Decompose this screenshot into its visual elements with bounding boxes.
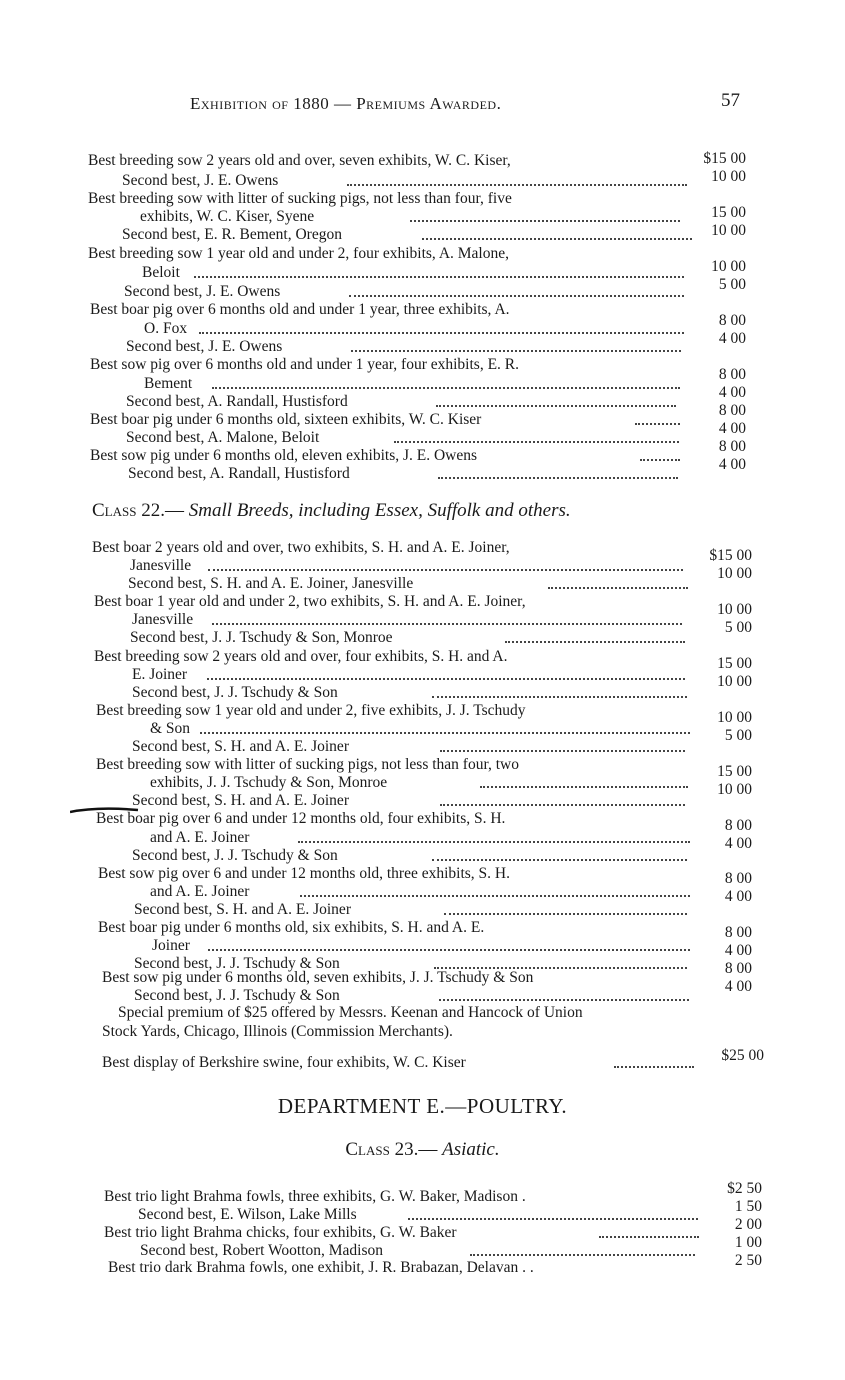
running-head bbox=[90, 90, 750, 122]
premium-amount: 4 00 bbox=[724, 835, 752, 852]
premium-entry: Best trio light Brahma fowls, three exhibits, G. W. Baker, Madison . bbox=[104, 1188, 526, 1205]
premium-amount: 4 00 bbox=[724, 942, 752, 959]
special-premium-note: Special premium of $25 offered by Messrs. Keenan and Hancock of Union Stock Yards, Chicago, Illinois (Commission Merchants). bbox=[102, 1004, 583, 1040]
premium-amount: 4 00 bbox=[718, 420, 746, 437]
premium-amount: 5 00 bbox=[724, 619, 752, 636]
premium-entry: Joiner bbox=[152, 937, 190, 955]
premium-entry: Best boar pig under 6 months old, sixteen exhibits, W. C. Kiser bbox=[90, 411, 481, 429]
premium-amount: 4 00 bbox=[718, 456, 746, 473]
premium-amount: 10 00 bbox=[711, 222, 746, 239]
premium-entry: Best breeding sow with litter of sucking pigs, not less than four, two bbox=[96, 756, 519, 773]
premium-entry: Janesville bbox=[132, 611, 193, 629]
premium-entry: Second best, J. E. Owens bbox=[122, 172, 278, 190]
premium-amount: 8 00 bbox=[718, 402, 746, 419]
premium-entry: Second best, J. J. Tschudy & Son bbox=[132, 847, 338, 865]
premium-amount: 5 00 bbox=[718, 276, 746, 293]
premium-amount: 10 00 bbox=[717, 565, 752, 582]
premium-entry: Second best, S. H. and A. E. Joiner, Janesville bbox=[128, 575, 413, 593]
premium-entry: Second best, J. E. Owens bbox=[124, 283, 280, 301]
premium-entry: Beloit bbox=[142, 264, 180, 282]
premium-amount: 8 00 bbox=[724, 924, 752, 941]
berkshire-amount: $25 00 bbox=[721, 1047, 764, 1064]
running-title: Exhibition of 1880 — Premiums Awarded. bbox=[190, 94, 502, 113]
premium-entry: Second best, J. J. Tschudy & Son, Monroe bbox=[130, 629, 393, 647]
premium-entry: Second best, A. Randall, Hustisford bbox=[126, 393, 348, 411]
premium-entry: Best sow pig over 6 and under 12 months old, three exhibits, S. H. bbox=[98, 865, 510, 882]
premium-amount: 15 00 bbox=[717, 655, 752, 672]
premium-entry: Best boar 2 years old and over, two exhibits, S. H. and A. E. Joiner, bbox=[92, 539, 510, 556]
premium-amount: 8 00 bbox=[724, 960, 752, 977]
class-22-title: Small Breeds, including Essex, Suffolk and others. bbox=[188, 500, 571, 521]
premium-entry: E. Joiner bbox=[132, 666, 187, 684]
premium-entry: Second best, Robert Wootton, Madison bbox=[140, 1242, 383, 1260]
premium-entry: Second best, A. Malone, Beloit bbox=[126, 429, 319, 447]
premium-amount: 1 00 bbox=[734, 1234, 762, 1251]
premium-entry: Second best, S. H. and A. E. Joiner bbox=[132, 792, 349, 810]
premium-entry: Second best, E. R. Bement, Oregon bbox=[122, 226, 342, 244]
premium-entry: Second best, A. Randall, Hustisford bbox=[128, 465, 350, 483]
premium-amount: 10 00 bbox=[711, 168, 746, 185]
premium-entry: Best breeding sow 1 year old and under 2, five exhibits, J. J. Tschudy bbox=[96, 702, 526, 719]
premium-amount: 15 00 bbox=[717, 763, 752, 780]
premium-entry: Best sow pig over 6 months old and under 1 year, four exhibits, E. R. bbox=[90, 356, 520, 373]
premium-entry: Best breeding sow 2 years old and over, four exhibits, S. H. and A. bbox=[94, 648, 508, 665]
premium-entry: Best boar 1 year old and under 2, two exhibits, S. H. and A. E. Joiner, bbox=[94, 593, 526, 610]
premium-entry: Best trio light Brahma chicks, four exhibits, G. W. Baker bbox=[104, 1224, 457, 1242]
premium-amount: $2 50 bbox=[727, 1180, 762, 1197]
premium-entry: Best breeding sow 2 years old and over, seven exhibits, W. C. Kiser, bbox=[88, 152, 511, 169]
premium-entry: Second best, S. H. and A. E. Joiner bbox=[134, 901, 351, 919]
premium-amount: 8 00 bbox=[724, 817, 752, 834]
page-number: 57 bbox=[721, 90, 740, 111]
premium-amount: $15 00 bbox=[703, 150, 746, 167]
premium-entry: exhibits, W. C. Kiser, Syene bbox=[140, 208, 314, 226]
premium-entry: Second best, E. Wilson, Lake Mills bbox=[138, 1206, 357, 1224]
premium-entry: Janesville bbox=[130, 557, 191, 575]
berkshire-entry: Best display of Berkshire swine, four exhibits, W. C. Kiser bbox=[102, 1054, 466, 1072]
premium-amount: 10 00 bbox=[717, 673, 752, 690]
premium-entry: O. Fox bbox=[144, 320, 187, 338]
premium-entry: Best sow pig under 6 months old, seven exhibits, J. J. Tschudy & Son bbox=[102, 969, 534, 986]
premium-amount: 8 00 bbox=[724, 870, 752, 887]
class-23-title: Asiatic. bbox=[442, 1139, 500, 1160]
premium-amount: 4 00 bbox=[718, 330, 746, 347]
premium-entry: Second best, J. J. Tschudy & Son bbox=[134, 955, 340, 973]
class-22-heading: Class 22.— Small Breeds, including Essex, Suffolk and others. bbox=[92, 500, 571, 521]
premium-entry: Second best, S. H. and A. E. Joiner bbox=[132, 738, 349, 756]
premium-amount: 2 00 bbox=[734, 1216, 762, 1233]
premium-amount: 4 00 bbox=[718, 384, 746, 401]
premium-amount: 4 00 bbox=[724, 888, 752, 905]
premium-amount: 4 00 bbox=[724, 978, 752, 995]
premium-entry: Best sow pig under 6 months old, eleven exhibits, J. E. Owens bbox=[90, 447, 477, 465]
premium-amount: 1 50 bbox=[734, 1198, 762, 1215]
premium-amount: 8 00 bbox=[718, 366, 746, 383]
premium-entry: Best breeding sow with litter of sucking pigs, not less than four, five bbox=[88, 190, 512, 207]
premium-entry: Second best, J. J. Tschudy & Son bbox=[132, 684, 338, 702]
premium-amount: 10 00 bbox=[711, 258, 746, 275]
premium-amount: 8 00 bbox=[718, 438, 746, 455]
premium-entry: Best boar pig over 6 and under 12 months old, four exhibits, S. H. bbox=[96, 810, 506, 827]
class-23-heading: Class 23.— Asiatic. bbox=[345, 1139, 500, 1160]
premium-amount: 10 00 bbox=[717, 709, 752, 726]
premium-entry: Best boar pig over 6 months old and under 1 year, three exhibits, A. bbox=[90, 301, 510, 318]
premium-entry: Second best, J. J. Tschudy & Son bbox=[134, 987, 340, 1005]
premium-amount: 15 00 bbox=[711, 204, 746, 221]
premium-entry: Best trio dark Brahma fowls, one exhibit, J. R. Brabazan, Delavan . . bbox=[108, 1259, 534, 1276]
premium-entry: Bement bbox=[144, 375, 192, 393]
premium-entry: Best boar pig under 6 months old, six exhibits, S. H. and A. E. bbox=[98, 919, 485, 936]
premium-amount: 8 00 bbox=[718, 312, 746, 329]
premium-amount: 5 00 bbox=[724, 727, 752, 744]
premium-amount: 10 00 bbox=[717, 781, 752, 798]
premium-entry: and A. E. Joiner bbox=[150, 829, 249, 847]
premium-amount: 2 50 bbox=[734, 1252, 762, 1269]
premium-entry: Second best, J. E. Owens bbox=[126, 338, 282, 356]
premium-amount: 10 00 bbox=[717, 601, 752, 618]
margin-pen-mark bbox=[70, 806, 140, 816]
premium-entry: exhibits, J. J. Tschudy & Son, Monroe bbox=[150, 774, 387, 792]
premium-amount: $15 00 bbox=[709, 547, 752, 564]
premium-entry: & Son bbox=[150, 720, 190, 738]
premium-entry: and A. E. Joiner bbox=[150, 883, 249, 901]
department-heading: DEPARTMENT E.—POULTRY. bbox=[277, 1094, 568, 1118]
premium-entry: Best breeding sow 1 year old and under 2, four exhibits, A. Malone, bbox=[88, 245, 509, 262]
